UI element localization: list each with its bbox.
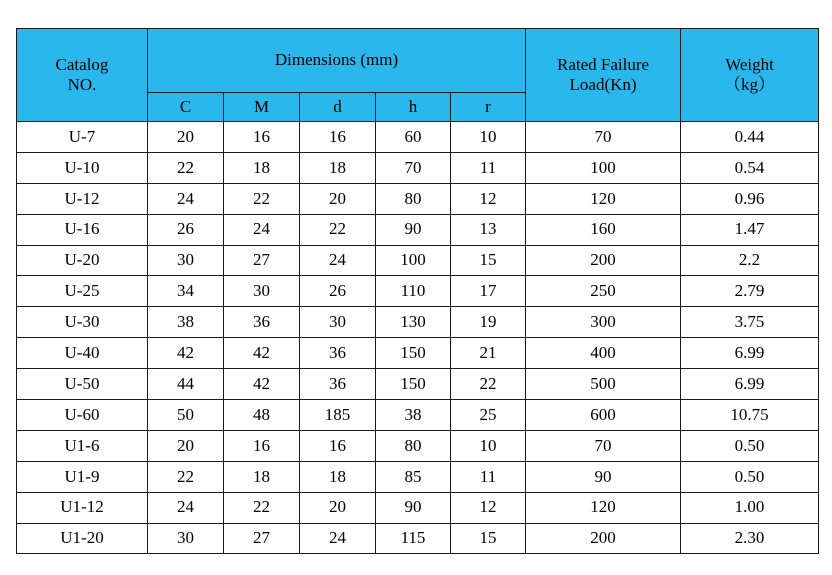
cell-weight: 0.54 [681, 152, 819, 183]
cell-h: 38 [376, 400, 451, 431]
cell-r: 13 [451, 214, 526, 245]
cell-h: 115 [376, 523, 451, 554]
header-catalog-line-2: NO. [67, 75, 97, 94]
table-row [17, 152, 819, 183]
header-load-line-1: Rated Failure [557, 54, 650, 74]
table-row [17, 122, 819, 153]
specification-table [16, 28, 819, 554]
cell-m: 22 [224, 183, 300, 214]
cell-c: 22 [148, 461, 224, 492]
cell-catalog-no: U-7 [17, 122, 148, 153]
cell-weight: 0.44 [681, 122, 819, 153]
cell-m: 22 [224, 492, 300, 523]
cell-r: 19 [451, 307, 526, 338]
cell-catalog-no: U-12 [17, 183, 148, 214]
cell-rated-failure-load: 120 [526, 492, 681, 523]
cell-d: 26 [300, 276, 376, 307]
header-load-line-2: Load(Kn) [569, 75, 637, 94]
cell-catalog-no: U-60 [17, 400, 148, 431]
header-row [17, 29, 819, 93]
cell-d: 20 [300, 183, 376, 214]
cell-c: 24 [148, 183, 224, 214]
cell-rated-failure-load: 160 [526, 214, 681, 245]
cell-d: 36 [300, 338, 376, 369]
cell-c: 30 [148, 245, 224, 276]
table-row [17, 430, 819, 461]
cell-c: 44 [148, 369, 224, 400]
cell-rated-failure-load: 250 [526, 276, 681, 307]
table-row [17, 245, 819, 276]
cell-r: 10 [451, 430, 526, 461]
cell-d: 36 [300, 369, 376, 400]
cell-m: 27 [224, 523, 300, 554]
cell-h: 60 [376, 122, 451, 153]
table-row [17, 492, 819, 523]
cell-m: 42 [224, 369, 300, 400]
table-row [17, 523, 819, 554]
cell-r: 11 [451, 461, 526, 492]
cell-weight: 1.00 [681, 492, 819, 523]
cell-d: 16 [300, 430, 376, 461]
table-row [17, 461, 819, 492]
cell-weight: 6.99 [681, 338, 819, 369]
cell-m: 18 [224, 152, 300, 183]
cell-weight: 0.50 [681, 430, 819, 461]
header-dim-h: h [376, 93, 451, 122]
header-dim-r: r [451, 93, 526, 122]
header-weight-line-2: （kg） [724, 75, 776, 94]
cell-r: 21 [451, 338, 526, 369]
cell-rated-failure-load: 600 [526, 400, 681, 431]
cell-weight: 3.75 [681, 307, 819, 338]
cell-rated-failure-load: 90 [526, 461, 681, 492]
cell-c: 30 [148, 523, 224, 554]
cell-catalog-no: U-20 [17, 245, 148, 276]
table-row [17, 369, 819, 400]
cell-rated-failure-load: 70 [526, 122, 681, 153]
cell-catalog-no: U1-6 [17, 430, 148, 461]
table-row [17, 214, 819, 245]
table-body [17, 122, 819, 554]
header-rated-failure-load [526, 29, 681, 122]
header-weight-line-1: Weight [725, 54, 774, 74]
cell-r: 12 [451, 492, 526, 523]
cell-weight: 2.79 [681, 276, 819, 307]
cell-weight: 10.75 [681, 400, 819, 431]
cell-weight: 0.50 [681, 461, 819, 492]
cell-r: 15 [451, 245, 526, 276]
cell-h: 150 [376, 338, 451, 369]
cell-h: 110 [376, 276, 451, 307]
cell-d: 22 [300, 214, 376, 245]
cell-h: 90 [376, 214, 451, 245]
cell-d: 18 [300, 152, 376, 183]
cell-r: 17 [451, 276, 526, 307]
cell-r: 25 [451, 400, 526, 431]
table-row [17, 276, 819, 307]
cell-d: 24 [300, 523, 376, 554]
cell-catalog-no: U1-20 [17, 523, 148, 554]
cell-h: 80 [376, 430, 451, 461]
cell-c: 50 [148, 400, 224, 431]
cell-h: 100 [376, 245, 451, 276]
cell-weight: 2.30 [681, 523, 819, 554]
cell-d: 18 [300, 461, 376, 492]
header-catalog-line-1: Catalog [55, 54, 109, 74]
cell-weight: 1.47 [681, 214, 819, 245]
cell-catalog-no: U-40 [17, 338, 148, 369]
header-dim-d: d [300, 93, 376, 122]
cell-h: 70 [376, 152, 451, 183]
cell-c: 24 [148, 492, 224, 523]
cell-r: 15 [451, 523, 526, 554]
cell-m: 16 [224, 122, 300, 153]
cell-c: 26 [148, 214, 224, 245]
cell-catalog-no: U-16 [17, 214, 148, 245]
table-row [17, 400, 819, 431]
cell-r: 12 [451, 183, 526, 214]
cell-r: 10 [451, 122, 526, 153]
cell-rated-failure-load: 70 [526, 430, 681, 461]
cell-m: 16 [224, 430, 300, 461]
cell-h: 150 [376, 369, 451, 400]
cell-rated-failure-load: 500 [526, 369, 681, 400]
cell-c: 34 [148, 276, 224, 307]
cell-catalog-no: U-25 [17, 276, 148, 307]
cell-m: 18 [224, 461, 300, 492]
header-dimensions: Dimensions (mm) [148, 29, 526, 93]
cell-rated-failure-load: 120 [526, 183, 681, 214]
header-catalog-no [17, 29, 148, 122]
cell-rated-failure-load: 100 [526, 152, 681, 183]
cell-d: 185 [300, 400, 376, 431]
header-dim-c: C [148, 93, 224, 122]
cell-d: 20 [300, 492, 376, 523]
cell-d: 24 [300, 245, 376, 276]
table-row [17, 338, 819, 369]
table-header [17, 29, 819, 122]
cell-h: 90 [376, 492, 451, 523]
cell-m: 36 [224, 307, 300, 338]
cell-weight: 2.2 [681, 245, 819, 276]
cell-c: 20 [148, 430, 224, 461]
cell-rated-failure-load: 400 [526, 338, 681, 369]
cell-catalog-no: U-10 [17, 152, 148, 183]
cell-h: 85 [376, 461, 451, 492]
table-row [17, 183, 819, 214]
cell-c: 42 [148, 338, 224, 369]
cell-rated-failure-load: 200 [526, 245, 681, 276]
cell-m: 30 [224, 276, 300, 307]
cell-m: 48 [224, 400, 300, 431]
cell-weight: 0.96 [681, 183, 819, 214]
cell-h: 130 [376, 307, 451, 338]
cell-c: 20 [148, 122, 224, 153]
cell-c: 38 [148, 307, 224, 338]
cell-m: 42 [224, 338, 300, 369]
cell-m: 24 [224, 214, 300, 245]
cell-h: 80 [376, 183, 451, 214]
cell-weight: 6.99 [681, 369, 819, 400]
cell-rated-failure-load: 200 [526, 523, 681, 554]
cell-catalog-no: U1-9 [17, 461, 148, 492]
cell-c: 22 [148, 152, 224, 183]
cell-m: 27 [224, 245, 300, 276]
cell-rated-failure-load: 300 [526, 307, 681, 338]
header-dim-m: M [224, 93, 300, 122]
cell-catalog-no: U-30 [17, 307, 148, 338]
cell-r: 11 [451, 152, 526, 183]
table-row [17, 307, 819, 338]
cell-d: 16 [300, 122, 376, 153]
header-weight [681, 29, 819, 122]
cell-d: 30 [300, 307, 376, 338]
cell-r: 22 [451, 369, 526, 400]
cell-catalog-no: U1-12 [17, 492, 148, 523]
cell-catalog-no: U-50 [17, 369, 148, 400]
